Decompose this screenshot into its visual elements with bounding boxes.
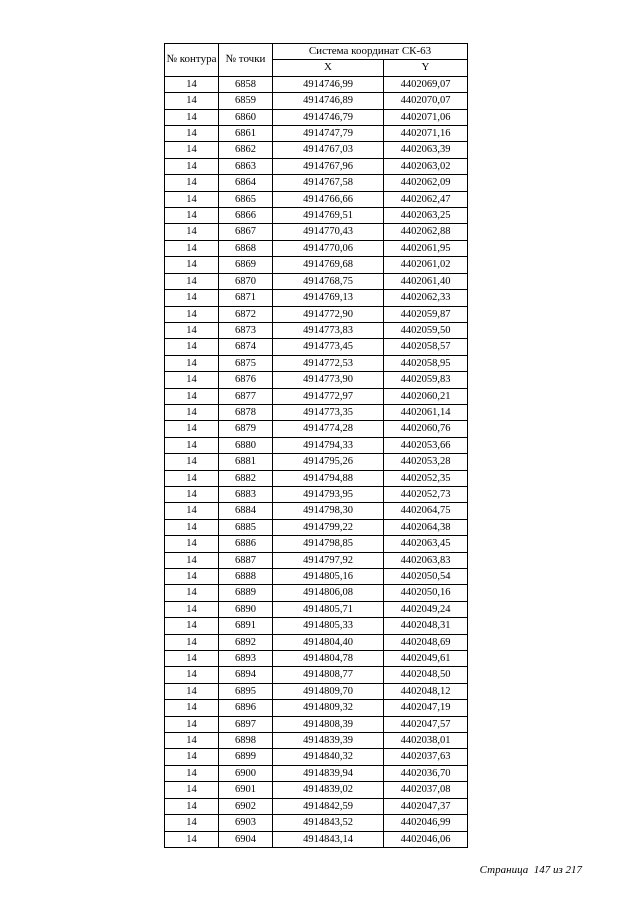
cell-x: 4914767,58 <box>273 175 384 191</box>
cell-contour: 14 <box>165 372 219 388</box>
table-row <box>165 601 468 617</box>
cell-y: 4402038,01 <box>384 733 468 749</box>
cell-x: 4914773,83 <box>273 322 384 338</box>
table-row <box>165 470 468 486</box>
cell-point: 6892 <box>219 634 273 650</box>
cell-y: 4402060,76 <box>384 421 468 437</box>
table-row <box>165 782 468 798</box>
cell-y: 4402061,02 <box>384 257 468 273</box>
cell-point: 6889 <box>219 585 273 601</box>
cell-contour: 14 <box>165 388 219 404</box>
cell-x: 4914768,75 <box>273 273 384 289</box>
table-row <box>165 831 468 847</box>
cell-point: 6888 <box>219 569 273 585</box>
cell-x: 4914804,78 <box>273 651 384 667</box>
cell-contour: 14 <box>165 683 219 699</box>
cell-contour: 14 <box>165 191 219 207</box>
coordinates-table <box>164 43 468 848</box>
table-row <box>165 437 468 453</box>
cell-contour: 14 <box>165 355 219 371</box>
cell-y: 4402037,08 <box>384 782 468 798</box>
header-y: Y <box>384 60 468 76</box>
cell-x: 4914842,59 <box>273 798 384 814</box>
cell-point: 6865 <box>219 191 273 207</box>
table-row <box>165 667 468 683</box>
table-row <box>165 191 468 207</box>
table-row <box>165 388 468 404</box>
cell-point: 6903 <box>219 815 273 831</box>
table-row <box>165 634 468 650</box>
cell-contour: 14 <box>165 175 219 191</box>
cell-y: 4402061,14 <box>384 404 468 420</box>
cell-y: 4402059,87 <box>384 306 468 322</box>
cell-point: 6881 <box>219 454 273 470</box>
cell-y: 4402053,66 <box>384 437 468 453</box>
header-x: X <box>273 60 384 76</box>
table-row <box>165 716 468 732</box>
cell-point: 6886 <box>219 536 273 552</box>
cell-point: 6877 <box>219 388 273 404</box>
table-row <box>165 700 468 716</box>
cell-contour: 14 <box>165 306 219 322</box>
table-row <box>165 224 468 240</box>
cell-point: 6874 <box>219 339 273 355</box>
cell-x: 4914772,90 <box>273 306 384 322</box>
cell-x: 4914793,95 <box>273 486 384 502</box>
cell-y: 4402058,57 <box>384 339 468 355</box>
cell-point: 6887 <box>219 552 273 568</box>
table-row <box>165 503 468 519</box>
cell-y: 4402064,38 <box>384 519 468 535</box>
cell-x: 4914794,88 <box>273 470 384 486</box>
cell-contour: 14 <box>165 404 219 420</box>
cell-point: 6862 <box>219 142 273 158</box>
cell-x: 4914770,06 <box>273 240 384 256</box>
cell-x: 4914808,77 <box>273 667 384 683</box>
cell-y: 4402071,06 <box>384 109 468 125</box>
cell-y: 4402050,16 <box>384 585 468 601</box>
cell-contour: 14 <box>165 109 219 125</box>
table-row <box>165 126 468 142</box>
cell-x: 4914799,22 <box>273 519 384 535</box>
cell-point: 6898 <box>219 733 273 749</box>
cell-y: 4402059,50 <box>384 322 468 338</box>
cell-y: 4402071,16 <box>384 126 468 142</box>
cell-contour: 14 <box>165 782 219 798</box>
footer-of: из <box>552 864 563 876</box>
cell-x: 4914774,28 <box>273 421 384 437</box>
cell-x: 4914746,99 <box>273 76 384 92</box>
cell-contour: 14 <box>165 224 219 240</box>
cell-y: 4402047,37 <box>384 798 468 814</box>
cell-point: 6859 <box>219 93 273 109</box>
cell-x: 4914772,53 <box>273 355 384 371</box>
table-row <box>165 175 468 191</box>
cell-y: 4402049,24 <box>384 601 468 617</box>
header-coordinate-system: Система координат СК-63 <box>273 44 468 60</box>
table-row <box>165 306 468 322</box>
cell-point: 6891 <box>219 618 273 634</box>
cell-x: 4914769,51 <box>273 208 384 224</box>
table-row <box>165 240 468 256</box>
cell-contour: 14 <box>165 322 219 338</box>
cell-y: 4402046,99 <box>384 815 468 831</box>
cell-contour: 14 <box>165 273 219 289</box>
cell-contour: 14 <box>165 437 219 453</box>
table-row <box>165 749 468 765</box>
cell-x: 4914767,96 <box>273 158 384 174</box>
cell-y: 4402052,73 <box>384 486 468 502</box>
cell-point: 6885 <box>219 519 273 535</box>
cell-contour: 14 <box>165 290 219 306</box>
cell-contour: 14 <box>165 257 219 273</box>
cell-contour: 14 <box>165 651 219 667</box>
cell-y: 4402037,63 <box>384 749 468 765</box>
cell-x: 4914770,43 <box>273 224 384 240</box>
cell-y: 4402048,69 <box>384 634 468 650</box>
table-row <box>165 404 468 420</box>
cell-y: 4402063,45 <box>384 536 468 552</box>
cell-contour: 14 <box>165 339 219 355</box>
cell-x: 4914773,35 <box>273 404 384 420</box>
table-row <box>165 454 468 470</box>
footer-total-pages: 217 <box>565 864 582 876</box>
cell-y: 4402036,70 <box>384 765 468 781</box>
table-row <box>165 798 468 814</box>
table-row <box>165 93 468 109</box>
cell-y: 4402046,06 <box>384 831 468 847</box>
cell-y: 4402063,25 <box>384 208 468 224</box>
cell-x: 4914804,40 <box>273 634 384 650</box>
cell-x: 4914772,97 <box>273 388 384 404</box>
cell-x: 4914747,79 <box>273 126 384 142</box>
cell-contour: 14 <box>165 421 219 437</box>
cell-contour: 14 <box>165 208 219 224</box>
cell-point: 6870 <box>219 273 273 289</box>
page-footer <box>480 864 582 876</box>
cell-x: 4914843,52 <box>273 815 384 831</box>
header-point: № точки <box>219 44 273 77</box>
table-row <box>165 355 468 371</box>
cell-y: 4402047,57 <box>384 716 468 732</box>
cell-point: 6878 <box>219 404 273 420</box>
table-body <box>165 76 468 847</box>
cell-y: 4402048,31 <box>384 618 468 634</box>
cell-y: 4402050,54 <box>384 569 468 585</box>
cell-point: 6884 <box>219 503 273 519</box>
cell-x: 4914769,13 <box>273 290 384 306</box>
cell-y: 4402061,95 <box>384 240 468 256</box>
cell-x: 4914839,02 <box>273 782 384 798</box>
cell-point: 6868 <box>219 240 273 256</box>
cell-point: 6860 <box>219 109 273 125</box>
cell-contour: 14 <box>165 716 219 732</box>
table-row <box>165 765 468 781</box>
cell-point: 6864 <box>219 175 273 191</box>
table-row <box>165 733 468 749</box>
cell-point: 6875 <box>219 355 273 371</box>
cell-contour: 14 <box>165 454 219 470</box>
cell-contour: 14 <box>165 585 219 601</box>
cell-point: 6880 <box>219 437 273 453</box>
cell-y: 4402062,47 <box>384 191 468 207</box>
table-row <box>165 569 468 585</box>
cell-contour: 14 <box>165 240 219 256</box>
cell-point: 6896 <box>219 700 273 716</box>
cell-x: 4914809,32 <box>273 700 384 716</box>
cell-point: 6872 <box>219 306 273 322</box>
cell-point: 6876 <box>219 372 273 388</box>
table-row <box>165 109 468 125</box>
cell-point: 6863 <box>219 158 273 174</box>
cell-point: 6893 <box>219 651 273 667</box>
table-row <box>165 536 468 552</box>
cell-contour: 14 <box>165 634 219 650</box>
cell-y: 4402053,28 <box>384 454 468 470</box>
cell-point: 6895 <box>219 683 273 699</box>
cell-x: 4914809,70 <box>273 683 384 699</box>
cell-y: 4402060,21 <box>384 388 468 404</box>
cell-x: 4914805,16 <box>273 569 384 585</box>
cell-x: 4914795,26 <box>273 454 384 470</box>
cell-y: 4402047,19 <box>384 700 468 716</box>
cell-contour: 14 <box>165 158 219 174</box>
cell-contour: 14 <box>165 486 219 502</box>
cell-contour: 14 <box>165 519 219 535</box>
cell-y: 4402069,07 <box>384 76 468 92</box>
cell-contour: 14 <box>165 700 219 716</box>
cell-point: 6900 <box>219 765 273 781</box>
cell-x: 4914746,79 <box>273 109 384 125</box>
cell-y: 4402052,35 <box>384 470 468 486</box>
cell-point: 6883 <box>219 486 273 502</box>
cell-y: 4402059,83 <box>384 372 468 388</box>
table-row <box>165 815 468 831</box>
cell-y: 4402062,33 <box>384 290 468 306</box>
cell-y: 4402058,95 <box>384 355 468 371</box>
cell-point: 6871 <box>219 290 273 306</box>
table-row <box>165 322 468 338</box>
table-row <box>165 519 468 535</box>
table-row <box>165 372 468 388</box>
table-row <box>165 651 468 667</box>
cell-y: 4402070,07 <box>384 93 468 109</box>
cell-x: 4914843,14 <box>273 831 384 847</box>
cell-contour: 14 <box>165 503 219 519</box>
cell-contour: 14 <box>165 470 219 486</box>
cell-contour: 14 <box>165 552 219 568</box>
cell-x: 4914798,30 <box>273 503 384 519</box>
table-row <box>165 585 468 601</box>
cell-contour: 14 <box>165 569 219 585</box>
cell-y: 4402048,12 <box>384 683 468 699</box>
cell-point: 6897 <box>219 716 273 732</box>
cell-point: 6901 <box>219 782 273 798</box>
table-row <box>165 76 468 92</box>
footer-page-number: 147 <box>533 864 551 876</box>
cell-y: 4402064,75 <box>384 503 468 519</box>
cell-y: 4402063,39 <box>384 142 468 158</box>
cell-point: 6867 <box>219 224 273 240</box>
cell-point: 6866 <box>219 208 273 224</box>
cell-x: 4914797,92 <box>273 552 384 568</box>
cell-point: 6873 <box>219 322 273 338</box>
cell-x: 4914794,33 <box>273 437 384 453</box>
cell-y: 4402061,40 <box>384 273 468 289</box>
table-row <box>165 142 468 158</box>
cell-y: 4402049,61 <box>384 651 468 667</box>
cell-contour: 14 <box>165 749 219 765</box>
cell-point: 6902 <box>219 798 273 814</box>
cell-x: 4914805,33 <box>273 618 384 634</box>
table-row <box>165 158 468 174</box>
cell-y: 4402063,83 <box>384 552 468 568</box>
cell-x: 4914773,45 <box>273 339 384 355</box>
cell-contour: 14 <box>165 618 219 634</box>
cell-point: 6879 <box>219 421 273 437</box>
cell-contour: 14 <box>165 142 219 158</box>
cell-y: 4402063,02 <box>384 158 468 174</box>
table-row <box>165 273 468 289</box>
table-row <box>165 486 468 502</box>
cell-x: 4914767,03 <box>273 142 384 158</box>
cell-y: 4402062,09 <box>384 175 468 191</box>
cell-point: 6894 <box>219 667 273 683</box>
cell-x: 4914798,85 <box>273 536 384 552</box>
cell-x: 4914839,39 <box>273 733 384 749</box>
table-row <box>165 290 468 306</box>
cell-point: 6858 <box>219 76 273 92</box>
cell-point: 6899 <box>219 749 273 765</box>
cell-y: 4402048,50 <box>384 667 468 683</box>
table-row <box>165 339 468 355</box>
cell-point: 6890 <box>219 601 273 617</box>
cell-contour: 14 <box>165 831 219 847</box>
table-row <box>165 552 468 568</box>
cell-point: 6861 <box>219 126 273 142</box>
table-row <box>165 421 468 437</box>
cell-contour: 14 <box>165 765 219 781</box>
cell-contour: 14 <box>165 815 219 831</box>
cell-x: 4914766,66 <box>273 191 384 207</box>
cell-x: 4914839,94 <box>273 765 384 781</box>
cell-x: 4914805,71 <box>273 601 384 617</box>
cell-x: 4914808,39 <box>273 716 384 732</box>
cell-point: 6869 <box>219 257 273 273</box>
cell-contour: 14 <box>165 733 219 749</box>
cell-x: 4914769,68 <box>273 257 384 273</box>
cell-point: 6882 <box>219 470 273 486</box>
table-row <box>165 257 468 273</box>
cell-y: 4402062,88 <box>384 224 468 240</box>
cell-contour: 14 <box>165 601 219 617</box>
cell-x: 4914806,08 <box>273 585 384 601</box>
table-row <box>165 208 468 224</box>
cell-contour: 14 <box>165 667 219 683</box>
header-contour: № контура <box>165 44 219 77</box>
cell-contour: 14 <box>165 93 219 109</box>
table-row <box>165 618 468 634</box>
cell-x: 4914840,32 <box>273 749 384 765</box>
cell-point: 6904 <box>219 831 273 847</box>
footer-label: Страница <box>479 864 529 876</box>
table-row <box>165 683 468 699</box>
cell-contour: 14 <box>165 798 219 814</box>
cell-contour: 14 <box>165 126 219 142</box>
cell-contour: 14 <box>165 76 219 92</box>
cell-x: 4914746,89 <box>273 93 384 109</box>
cell-x: 4914773,90 <box>273 372 384 388</box>
cell-contour: 14 <box>165 536 219 552</box>
